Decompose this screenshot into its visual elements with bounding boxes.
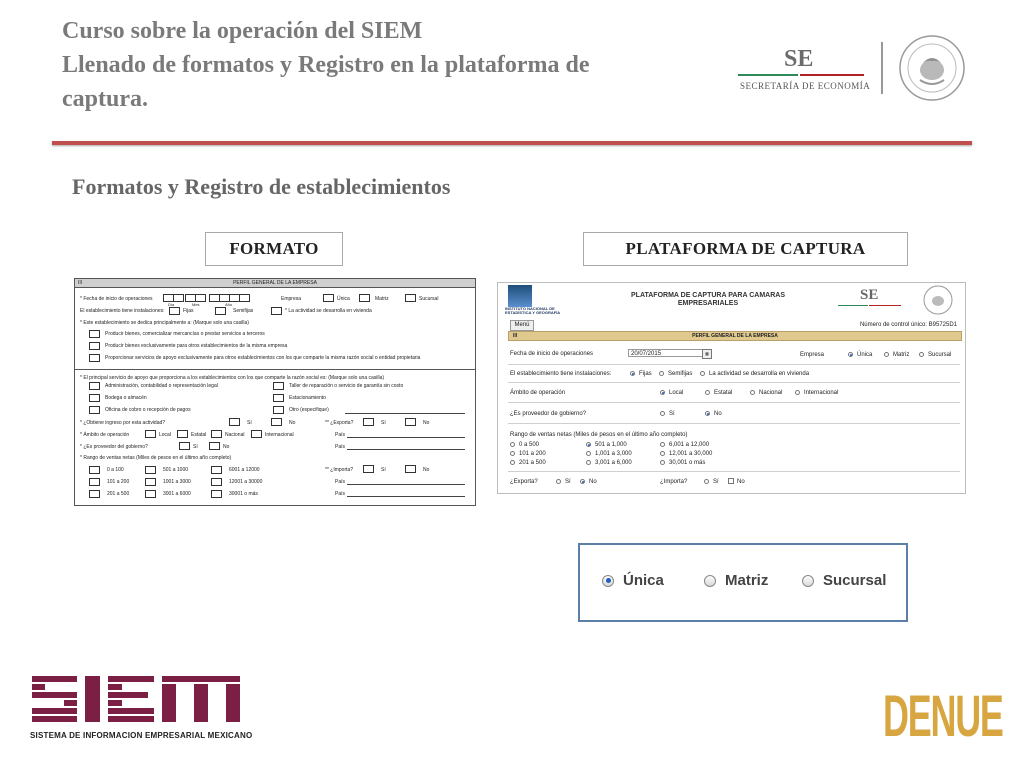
- plataforma-label: PLATAFORMA DE CAPTURA: [583, 232, 908, 266]
- zoom-option-unica[interactable]: [602, 572, 664, 589]
- form-separator: [75, 369, 475, 370]
- zoom-unica-label: Única: [623, 572, 664, 589]
- platform-r8: 3,001 a 6,000: [595, 460, 632, 466]
- platform-prov-no: No: [714, 411, 722, 417]
- form-exporta: ** ¿Exporta?: [325, 420, 354, 426]
- platform-r3: 6,001 a 12,000: [669, 442, 710, 448]
- form-box: [209, 442, 220, 450]
- form-vivienda: * La actividad se desarrolla en vivienda: [285, 308, 372, 314]
- form-r7: 201 a 500: [107, 491, 130, 497]
- form-line: [347, 437, 465, 438]
- form-box: [173, 294, 184, 302]
- form-exporta-si: Sí: [381, 420, 386, 426]
- platform-imp-si: Sí: [713, 479, 719, 485]
- form-box: [177, 430, 188, 438]
- platform-exp-no: No: [589, 479, 597, 485]
- se-logo-text: SE: [784, 46, 814, 72]
- form-unica: Única: [337, 296, 350, 302]
- platform-title: [608, 292, 808, 308]
- form-r6: 12001 a 30000: [229, 479, 263, 485]
- form-exporta-no: No: [423, 420, 430, 426]
- platform-r1: 0 a 500: [519, 442, 540, 448]
- platform-r6: 12,001 a 30,000: [669, 451, 713, 457]
- form-r8: 3001 a 6000: [163, 491, 191, 497]
- platform-fecha-input[interactable]: 20/07/2015: [628, 349, 708, 357]
- form-dia: Día: [168, 302, 175, 307]
- platform-radio-nacional[interactable]: [750, 390, 755, 395]
- form-instalaciones: El establecimiento tiene instalaciones:: [80, 308, 165, 314]
- form-box: [405, 418, 416, 426]
- form-line: [347, 449, 465, 450]
- platform-semifijas: Semifijas: [668, 371, 693, 377]
- platform-radio-local[interactable]: [660, 390, 665, 395]
- form-s5: Oficina de cobro o recepción de pagos: [105, 407, 191, 413]
- platform-radio-r4[interactable]: [510, 451, 515, 456]
- form-s4: Estacionamiento: [289, 395, 326, 401]
- platform-unica: Única: [857, 352, 873, 358]
- form-prov-no: No: [223, 444, 230, 450]
- platform-radio-r7[interactable]: [510, 460, 515, 465]
- header-divider: [881, 42, 883, 94]
- platform-title-line2: EMPRESARIALES: [677, 300, 739, 307]
- form-box: [145, 466, 156, 474]
- denue-logo: DENUE: [883, 684, 1003, 749]
- form-importa-no: No: [423, 467, 430, 473]
- form-r3: 6001 a 12000: [229, 467, 260, 473]
- form-section-title: PERFIL GENERAL DE LA EMPRESA: [233, 280, 317, 286]
- platform-fecha-label: Fecha de inicio de operaciones: [510, 351, 594, 357]
- form-semifijas: Semifijas: [233, 308, 254, 314]
- form-line: [347, 484, 465, 485]
- form-box: [89, 342, 100, 350]
- inegi-label: INSTITUTO NACIONAL DE ESTADÍSTICA Y GEOGRAFÍA: [505, 306, 561, 315]
- form-empresa: Empresa: [281, 296, 302, 302]
- platform-r9: 30,001 o más: [669, 460, 706, 466]
- form-box: [239, 294, 250, 302]
- platform-proveedor: ¿Es proveedor de gobierno?: [510, 411, 587, 417]
- platform-r2: 501 a 1,000: [595, 442, 627, 448]
- form-s2: Taller de reparación o servicio de garantía sin costo: [289, 383, 404, 389]
- se-logo-green-bar: [738, 74, 798, 76]
- form-fijas: Fijas: [183, 308, 194, 314]
- form-box: [89, 406, 100, 414]
- platform-seal-icon: [923, 285, 953, 315]
- radio-icon[interactable]: [802, 575, 814, 587]
- title-line-1: Curso sobre la operación del SIEM: [62, 18, 423, 44]
- form-box: [89, 478, 100, 486]
- mexico-seal-icon: [898, 34, 966, 102]
- form-opt3: Proporcionar servicios de apoyo exclusivamente para otros establecimientos con los que comparte la misma razón social o entidad propietaria: [105, 355, 421, 361]
- se-logo-red-bar: [800, 74, 864, 76]
- form-box: [271, 418, 282, 426]
- platform-se-logo: SE: [860, 287, 879, 303]
- zoomed-empresa-radios: [578, 543, 908, 622]
- formato-label: FORMATO: [205, 232, 343, 266]
- title-line-3: captura.: [62, 86, 148, 112]
- platform-radio-imp-si[interactable]: [704, 479, 709, 484]
- platform-radio-vivienda[interactable]: [700, 371, 705, 376]
- radio-selected-icon[interactable]: [602, 575, 614, 587]
- title-line-2: Llenado de formatos y Registro en la plataforma de: [62, 52, 590, 78]
- platform-vivienda: La actividad se desarrolla en vivienda: [709, 371, 810, 377]
- platform-radio-semifijas[interactable]: [659, 371, 664, 376]
- platform-control-number: Número de control único: B95725D1: [859, 322, 957, 328]
- zoom-matriz-label: Matriz: [725, 572, 769, 589]
- form-mes: Mes: [192, 302, 200, 307]
- form-box: [271, 307, 282, 315]
- form-box: [89, 490, 100, 498]
- form-box: [89, 466, 100, 474]
- form-box: [89, 382, 100, 390]
- platform-radio-r9[interactable]: [660, 460, 665, 465]
- platform-checkbox-imp-no[interactable]: [728, 478, 734, 484]
- form-box: [211, 466, 222, 474]
- siem-caption: SISTEMA DE INFORMACION EMPRESARIAL MEXICANO: [30, 731, 253, 740]
- form-box: [89, 354, 100, 362]
- form-box: [145, 478, 156, 486]
- platform-local: Local: [669, 390, 684, 396]
- platform-section-band: [508, 331, 962, 341]
- platform-r4: 101 a 200: [519, 451, 546, 457]
- platform-row-divider: [508, 382, 960, 383]
- form-nacional: Nacional: [225, 432, 245, 438]
- platform-row-divider: [508, 471, 960, 472]
- platform-radio-r3[interactable]: [660, 442, 665, 447]
- form-box: [363, 465, 374, 473]
- platform-radio-r6[interactable]: [660, 451, 665, 456]
- platform-radio-prov-si[interactable]: [660, 411, 665, 416]
- platform-radio-sucursal[interactable]: [919, 352, 924, 357]
- platform-sucursal: Sucursal: [928, 352, 952, 358]
- platform-radio-internacional[interactable]: [795, 390, 800, 395]
- form-box: [145, 430, 156, 438]
- form-box: [179, 442, 190, 450]
- form-local: Local: [159, 432, 171, 438]
- form-box: [273, 406, 284, 414]
- platform-radio-estatal[interactable]: [705, 390, 710, 395]
- form-importa-si: Sí: [381, 467, 386, 473]
- form-box: [359, 294, 370, 302]
- se-logo: [734, 44, 874, 96]
- form-r1: 0 a 100: [107, 467, 124, 473]
- form-box: [405, 465, 416, 473]
- form-prov-si: Sí: [193, 444, 198, 450]
- form-pais-3: País: [335, 479, 346, 485]
- form-sucursal: Sucursal: [419, 296, 439, 302]
- platform-radio-matriz[interactable]: [884, 352, 889, 357]
- calendar-icon[interactable]: ▦: [702, 349, 712, 359]
- platform-row-divider: [508, 423, 960, 424]
- form-estatal: Estatal: [191, 432, 207, 438]
- form-ambito: * Ámbito de operación: [80, 432, 130, 438]
- form-opt1: Producir bienes, comercializar mercancías o prestar servicios a terceros: [105, 331, 265, 337]
- zoom-option-matriz[interactable]: [704, 572, 768, 589]
- platform-radio-unica[interactable]: [848, 352, 853, 357]
- platform-se-bar: [838, 305, 868, 306]
- platform-radio-r8[interactable]: [586, 460, 591, 465]
- form-box: [195, 294, 206, 302]
- form-apoyo: * El principal servicio de apoyo que proporciona a los establecimientos con los que comparte la razón social es: (Marque solo una casilla): [80, 375, 385, 381]
- form-box: [251, 430, 262, 438]
- form-dedica: * Este establecimiento se dedica principalmente a: (Marque solo una casilla): [80, 320, 249, 326]
- platform-row-divider: [508, 402, 960, 403]
- form-s1: Administración, contabilidad o representación legal: [105, 383, 218, 389]
- form-box: [405, 294, 416, 302]
- platform-radio-r5[interactable]: [586, 451, 591, 456]
- form-box: [145, 490, 156, 498]
- platform-internacional: Internacional: [804, 390, 839, 396]
- inegi-logo-icon: [508, 285, 532, 307]
- platform-screenshot: [497, 282, 966, 494]
- form-ingreso: * ¿Obtiene ingreso por esta actividad?: [80, 420, 166, 426]
- paper-form: [74, 278, 476, 506]
- platform-radio-fijas[interactable]: [630, 371, 635, 376]
- platform-instalaciones: El establecimiento tiene instalaciones:: [510, 371, 612, 377]
- form-box: [169, 307, 180, 315]
- form-proveedor: * ¿Es proveedor del gobierno?: [80, 444, 148, 450]
- zoom-sucursal-label: Sucursal: [823, 572, 887, 589]
- platform-prov-si: Sí: [669, 411, 675, 417]
- form-ingreso-si: Sí: [247, 420, 252, 426]
- form-box: [211, 478, 222, 486]
- platform-title-line1: PLATAFORMA DE CAPTURA PARA CAMARAS: [631, 292, 785, 299]
- slide-title: [62, 14, 702, 116]
- platform-matriz: Matriz: [893, 352, 910, 358]
- form-ingreso-no: No: [289, 420, 296, 426]
- form-box: [89, 330, 100, 338]
- form-box: [363, 418, 374, 426]
- radio-icon[interactable]: [704, 575, 716, 587]
- form-s3: Bodega o almacén: [105, 395, 147, 401]
- platform-importa: ¿Importa?: [660, 479, 688, 485]
- platform-radio-r2[interactable]: [586, 442, 591, 447]
- form-matriz: Matriz: [375, 296, 389, 302]
- platform-r7: 201 a 500: [519, 460, 546, 466]
- form-section-header: [75, 279, 475, 288]
- platform-radio-exp-no[interactable]: [580, 479, 585, 484]
- form-box: [211, 490, 222, 498]
- platform-menu-button[interactable]: Menú: [510, 320, 534, 331]
- header-rule: [52, 141, 972, 145]
- form-anio: Año: [225, 302, 233, 307]
- form-pais-1: País: [335, 432, 346, 438]
- form-box: [229, 418, 240, 426]
- platform-nacional: Nacional: [759, 390, 783, 396]
- platform-ambito: Ámbito de operación: [510, 390, 566, 396]
- platform-exporta: ¿Exporta?: [510, 479, 538, 485]
- platform-radio-prov-no[interactable]: [705, 411, 710, 416]
- platform-estatal: Estatal: [714, 390, 733, 396]
- platform-section-num: III: [513, 333, 518, 339]
- form-line: [345, 413, 465, 414]
- form-pais-2: País: [335, 444, 346, 450]
- platform-exp-si: Sí: [565, 479, 571, 485]
- form-r5: 1001 a 3000: [163, 479, 191, 485]
- form-box: [211, 430, 222, 438]
- se-logo-subtitle: SECRETARÍA DE ECONOMÍA: [740, 81, 871, 91]
- platform-rango: Rango de ventas netas (Miles de pesos en el último año completo): [510, 432, 688, 438]
- section-subtitle: Formatos y Registro de establecimientos: [72, 174, 451, 199]
- platform-empresa: Empresa: [800, 352, 825, 358]
- form-r2: 501 a 1000: [163, 467, 189, 473]
- form-s6: Otro (especifique): [289, 407, 329, 413]
- platform-imp-no: No: [737, 479, 745, 485]
- form-box: [273, 394, 284, 402]
- platform-fijas: Fijas: [639, 371, 652, 377]
- form-opt2: Producir bienes exclusivamente para otros establecimientos de la misma empresa: [105, 343, 288, 349]
- form-r9: 30001 o más: [229, 491, 258, 497]
- form-r4: 101 a 200: [107, 479, 130, 485]
- platform-radio-r1[interactable]: [510, 442, 515, 447]
- form-box: [323, 294, 334, 302]
- form-section-num: III: [78, 280, 83, 286]
- form-rango: * Rango de ventas netas (Miles de pesos en el último año completo): [80, 455, 232, 461]
- form-fecha-label: * Fecha de inicio de operaciones: [80, 296, 153, 302]
- platform-se-bar: [869, 305, 901, 306]
- form-box: [215, 307, 226, 315]
- platform-row-divider: [508, 364, 960, 365]
- platform-section-title: PERFIL GENERAL DE LA EMPRESA: [692, 333, 778, 339]
- form-box: [273, 382, 284, 390]
- form-internacional: Internacional: [265, 432, 294, 438]
- platform-radio-exp-si[interactable]: [556, 479, 561, 484]
- form-pais-4: País: [335, 491, 346, 497]
- platform-r5: 1,001 a 3,000: [595, 451, 632, 457]
- zoom-option-sucursal[interactable]: [802, 572, 886, 589]
- form-line: [347, 496, 465, 497]
- form-importa: ** ¿Importa?: [325, 467, 354, 473]
- form-box: [89, 394, 100, 402]
